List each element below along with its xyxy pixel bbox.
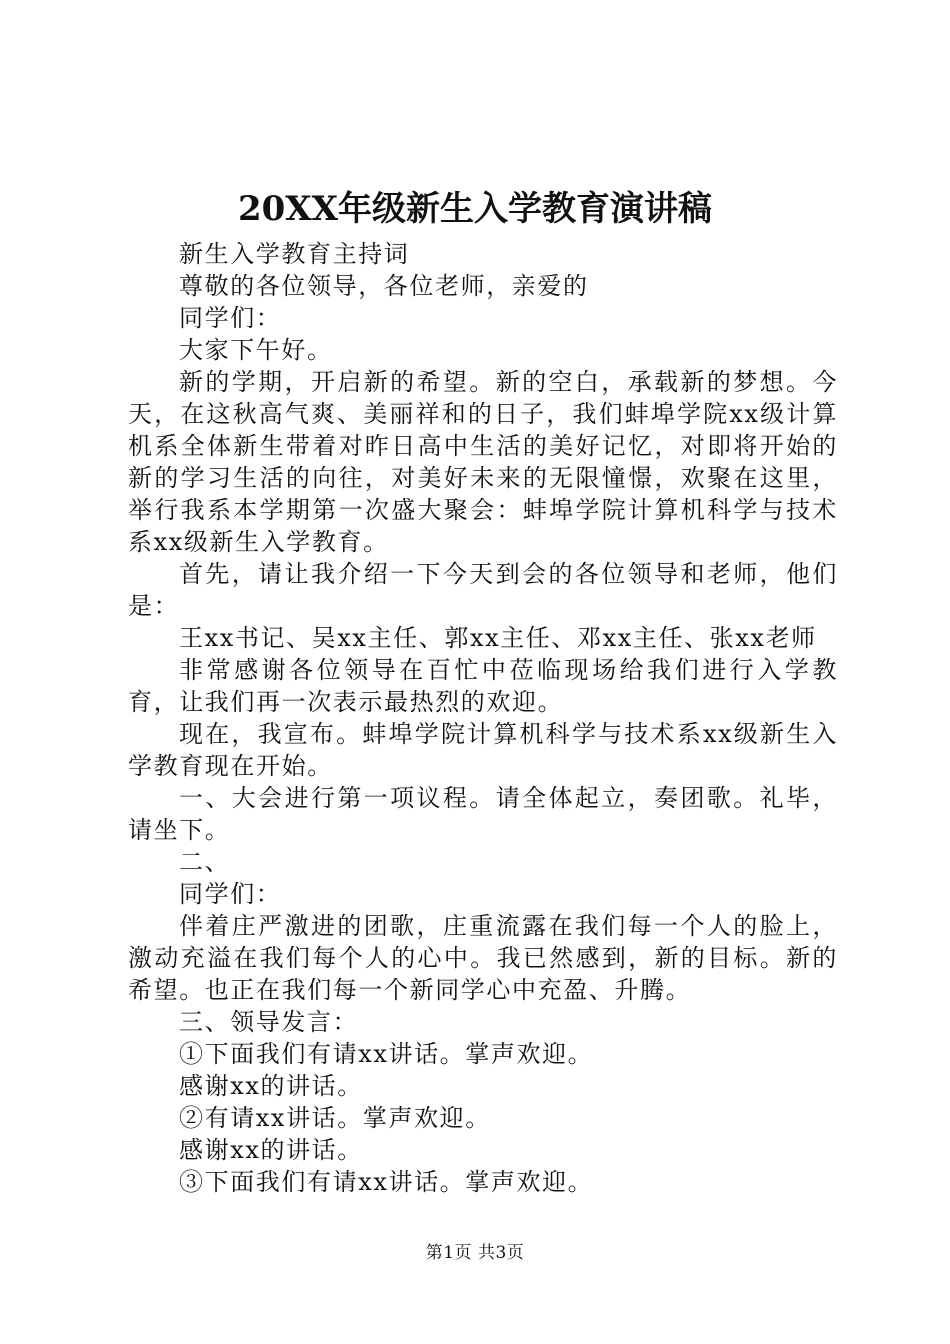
paragraph: 王xx书记、吴xx主任、郭xx主任、邓xx主任、张xx老师 <box>179 624 817 652</box>
document-body <box>128 238 838 1198</box>
paragraph: 一、大会进行第一项议程。请全体起立，奏团歌。礼毕，请坐下。 <box>128 784 838 844</box>
paragraph: 新的学期，开启新的希望。新的空白，承载新的梦想。今天，在这秋高气爽、美丽祥和的日子，我们蚌埠学院xx级计算机系全体新生带着对昨日高中生活的美好记忆，对即将开始的新的学习生活的向往，对美好未来的无限憧憬，欢聚在这里，举行我系本学期第一次盛大聚会：蚌埠学院计算机科学与技术系xx级新生入学教育。 <box>128 368 838 556</box>
paragraph: 非常感谢各位领导在百忙中莅临现场给我们进行入学教育，让我们再一次表示最热烈的欢迎。 <box>128 656 838 716</box>
paragraph: 二、 <box>179 848 231 876</box>
paragraph: 伴着庄严激进的团歌，庄重流露在我们每一个人的脸上，激动充溢在我们每个人的心中。我已然感到，新的目标。新的希望。也正在我们每一个新同学心中充盈、升腾。 <box>128 912 838 1004</box>
paragraph: 首先，请让我介绍一下今天到会的各位领导和老师，他们是： <box>128 560 838 620</box>
paragraph: 新生入学教育主持词 <box>179 240 410 268</box>
paragraph: 大家下午好。 <box>179 336 333 364</box>
paragraph: ③下面我们有请xx讲话。掌声欢迎。 <box>179 1168 594 1196</box>
document-title: 20XX年级新生入学教育演讲稿 <box>237 189 713 229</box>
paragraph: ②有请xx讲话。掌声欢迎。 <box>179 1104 491 1132</box>
paragraph: 同学们： <box>179 880 282 908</box>
paragraph: 感谢xx的讲话。 <box>179 1072 363 1100</box>
paragraph: 同学们： <box>179 304 282 332</box>
page-footer: 第1页 共3页 <box>425 1243 525 1263</box>
paragraph: ①下面我们有请xx讲话。掌声欢迎。 <box>179 1040 594 1068</box>
paragraph: 感谢xx的讲话。 <box>179 1136 363 1164</box>
paragraph: 三、领导发言： <box>179 1008 359 1036</box>
paragraph: 尊敬的各位领导，各位老师，亲爱的 <box>179 272 589 300</box>
paragraph: 现在，我宣布。蚌埠学院计算机科学与技术系xx级新生入学教育现在开始。 <box>128 720 838 780</box>
